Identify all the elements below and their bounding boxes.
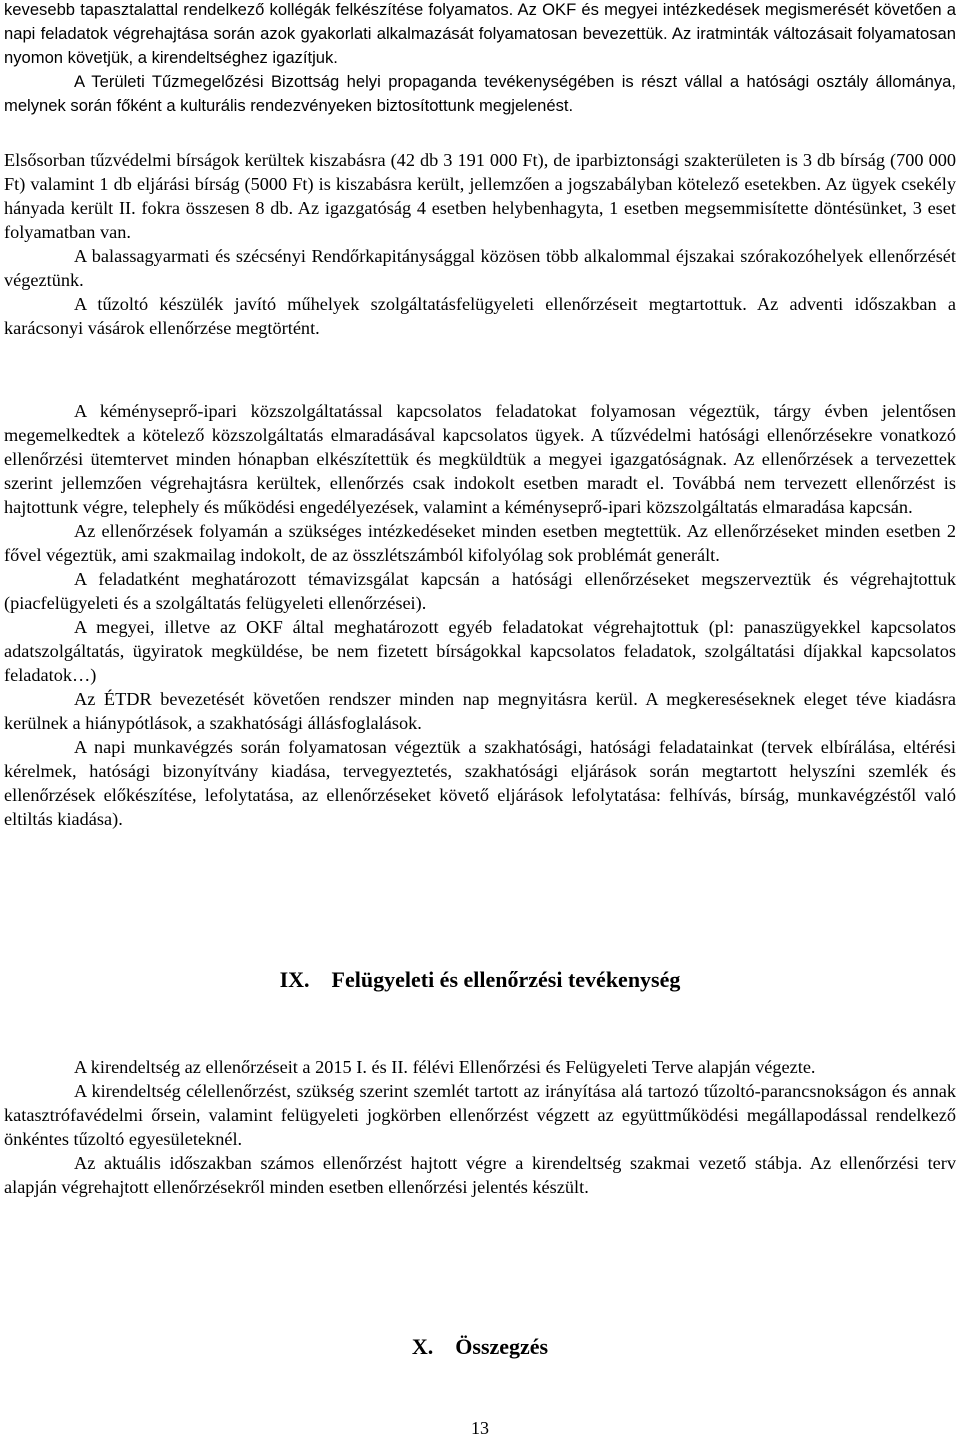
- paragraph-inspection-reports: Az aktuális időszakban számos ellenőrzést hajtott végre a kirendeltség szakmai vezető stábja. Az ellenőrzési terv alapján végrehajtott ellenőrzésekről minden esetben ellenőrzési jelentés készült.: [4, 1153, 956, 1197]
- section-9-number: IX.: [279, 967, 310, 992]
- paragraph-fines: Elsősorban tűzvédelmi bírságok kerültek kiszabásra (42 db 3 191 000 Ft), de iparbiztonsági szakterületen is 3 db bírság (700 000 Ft) valamint 1 db eljárási bírság (5000 Ft) is kiszabásra került, jellemzően a jogszabályban kötelező esetekben. Az ügyek csekély hányada került II. fokra összesen 8 db. Az igazgatóság 4 esetben helybenhagyta, 1 esetben megsemmisítette döntésünket, 3 eset folyamatban van.: [4, 150, 956, 242]
- section-10-heading: [4, 1334, 956, 1360]
- section-10-title: Összegzés: [455, 1334, 549, 1359]
- paragraph-thematic-review: A feladatként meghatározott témavizsgálat kapcsán a hatósági ellenőrzéseket megszerveztük és végrehajtottuk (piacfelügyeleti és a szolgáltatás felügyeleti ellenőrzései).: [4, 569, 956, 613]
- chimney-block: [4, 399, 956, 831]
- supervision-block: [4, 1055, 956, 1199]
- section-9-title: Felügyeleti és ellenőrzési tevékenység: [331, 967, 681, 992]
- page-number: 13: [471, 1418, 489, 1438]
- intro-block: [4, 0, 956, 118]
- paragraph-training: kevesebb tapasztalattal rendelkező kollégák felkészítése folyamatos. Az OKF és megyei intézkedések megismerését követően a napi feladatok végrehajtása során azok gyakorlati alkalmazását folyamatosan bevezettük. Az iratminták változásait folyamatosan nyomon követjük, a kirendeltséghez igazítjuk.: [4, 0, 956, 67]
- paragraph-county-tasks: A megyei, illetve az OKF által meghatározott egyéb feladatokat végrehajtottuk (pl: panaszügyekkel kapcsolatos adatszolgáltatás, ügyiratok megküldése, be nem fizetett bírságokkal kapcsolatos feladatok, szolgáltatási díjakkal kapcsolatos feladatok…): [4, 617, 956, 685]
- paragraph-inspection-plan: A kirendeltség az ellenőrzéseit a 2015 I. és II. félévi Ellenőrzési és Felügyeleti Terve alapján végezte.: [74, 1057, 816, 1077]
- paragraph-inspection-measures: Az ellenőrzések folyamán a szükséges intézkedéseket minden esetben megtettük. Az ellenőrzéseket minden esetben 2 fővel végeztük, ami szakmailag indokolt, de az összlétszámból kifolyólag sok problémát generált.: [4, 521, 956, 565]
- paragraph-chimney-service: A kéményseprő-ipari közszolgáltatással kapcsolatos feladatokat folyamosan végeztük, tárgy évben jelentősen megemelkedtek a kötelező közszolgáltatás elmaradásával kapcsolatos ügyek. A tűzvédelmi hatósági ellenőrzésekre vonatkozó ellenőrzési ütemtervet minden hónapban elkészítettük és megküldtük a megyei igazgatóságnak. Az ellenőrzések a tervezettek szerint jellemzően végrehajtásra kerültek, ellenőrzés csak indokolt esetben maradt el. Továbbá nem tervezett ellenőrzést is hajtottunk végre, telephely és működési engedélyezések, valamint a kéményseprő-ipari közszolgáltatás elmaradása kapcsán.: [4, 401, 956, 517]
- document-page: [4, 0, 956, 1440]
- section-10-number: X.: [411, 1334, 434, 1359]
- paragraph-propaganda: A Területi Tűzmegelőzési Bizottság helyi propaganda tevékenységében is részt vállal a hatósági osztály állománya, melynek során főként a kulturális rendezvényeken biztosítottunk megjelenést.: [4, 72, 956, 115]
- paragraph-extinguisher-workshops: A tűzoltó készülék javító műhelyek szolgáltatásfelügyeleti ellenőrzéseit megtartottuk. Az adventi időszakban a karácsonyi vásárok ellenőrzése megtörtént.: [4, 294, 956, 338]
- section-9-heading: [4, 967, 956, 993]
- paragraph-etdr: Az ÉTDR bevezetését követően rendszer minden nap megnyitásra kerül. A megkereséseknek eleget téve kiadásra kerülnek a hiánypótlások, a szakhatósági állásfoglalások.: [4, 689, 956, 733]
- fines-block: [4, 148, 956, 340]
- paragraph-target-inspections: A kirendeltség célellenőrzést, szükség szerint szemlét tartott az irányítása alá tartozó tűzoltó-parancsnokságon és annak katasztrófavédelmi őrsein, valamint felügyeleti jogkörben ellenőrzést végzett az együttműködési megállapodással rendelkező önkéntes tűzoltó egyesületeknél.: [4, 1081, 956, 1149]
- paragraph-police-cooperation: A balassagyarmati és szécsényi Rendőrkapitánysággal közösen több alkalommal éjszakai szórakozóhelyek ellenőrzését végeztünk.: [4, 246, 956, 290]
- paragraph-daily-work: A napi munkavégzés során folyamatosan végeztük a szakhatósági, hatósági feladatainkat (tervek elbírálása, eltérési kérelmek, hatósági bizonyítvány kiadása, tervegyeztetés, szakhatósági eljárások során megtartott helyszíni szemlék és ellenőrzések előkészítése, lefolytatása, az ellenőrzéseket követő eljárások lefolytatása: felhívás, bírság, munkavégzéstől való eltiltás kiadása).: [4, 737, 956, 829]
